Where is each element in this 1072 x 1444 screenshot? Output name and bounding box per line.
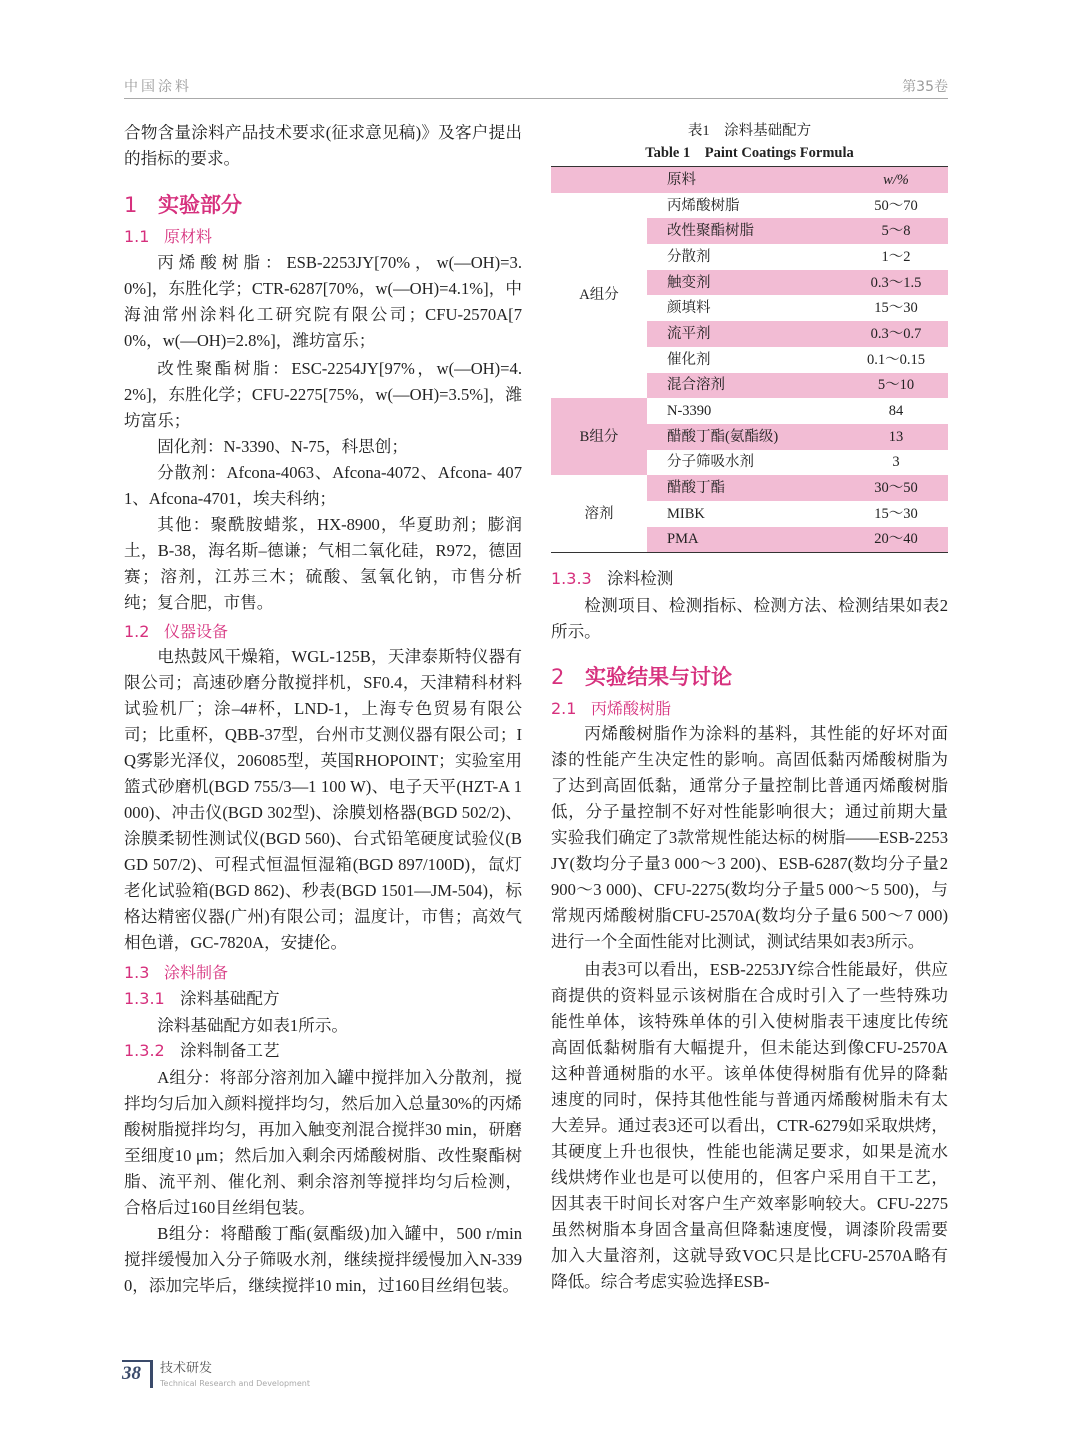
value-cell: 84: [888, 403, 904, 420]
left-column: [124, 120, 522, 1299]
section-2-heading: 2 实验结果与讨论: [551, 665, 732, 690]
material-cell: 分子筛吸水剂: [667, 454, 754, 471]
resin-paragraph-2: 由表3可以看出，ESB-2253JY综合性能最好，供应商提供的资料显示该树脂在合成时引入了一些特殊功能性单体，该特殊单体的引入使树脂表干速度比传统高固低黏树脂有大幅提升，但未能达到像CFU-2570A这种普通树脂的水平。该单体使得树脂有优异的降黏速度的同时，保持其他性能与普通丙烯酸树脂未有太大差异。通过表3还可以看出，CTR-6279如采取烘烤，其硬度上升也很快，性能也能满足要求，如果是流水线烘烤作业也是可以使用的，但客户采用自干工艺，因其表干时间长对客户生产效率影响较大。CFU-2275虽然树脂本身固含量高但降黏速度慢，调漆阶段需要加入大量溶剂，这就导致VOC只是比CFU-2570A略有降低。综合考虑实验选择ESB-: [551, 960, 948, 1292]
page-footer: [0, 1360, 1072, 1444]
part-a-paragraph: A组分：将部分溶剂加入罐中搅拌加入分散剂，搅拌均匀后加入颜料搅拌均匀，然后加入总量30%的丙烯酸树脂搅拌均匀，再加入触变剂混合搅拌30 min，研磨至细度10 μm；然后加入剩余丙烯酸树脂、改性聚酯树脂、流平剂、催化剂、剩余溶剂等搅拌均匀后检测，合格后过160目丝绢包装。: [124, 1068, 522, 1217]
formula-table: [551, 166, 948, 553]
material-cell: PMA: [647, 527, 844, 553]
value-cell: 13: [844, 424, 948, 450]
intro-paragraph: 合物含量涂料产品技术要求(征求意见稿)》及客户提出的指标的要求。: [124, 123, 522, 168]
volume-label: 第35卷: [902, 79, 948, 95]
value-cell: 15～30: [874, 300, 918, 317]
section-1-3-heading: 1.3 涂料制备: [124, 963, 229, 982]
footer-section-cn: 技术研发: [160, 1361, 213, 1376]
group-cell: B组分: [551, 398, 647, 475]
equipment-paragraph: 电热鼓风干燥箱，WGL-125B，天津泰斯特仪器有限公司；高速砂磨分散搅拌机，SF0.4，天津精科材料试验机厂；涂–4#杯，LND-1，上海专色贸易有限公司；比重杯，QBB-37型，台州市艾测仪器有限公司；IQ雾影光泽仪，206085型，英国RHOPOINT；实验室用篮式砂磨机(BGD 755/3—1 100 W)、电子天平(HZT-A 1000)、冲击仪(BGD 302型)、涂膜划格器(BGD 502/2)、涂膜柔韧性测试仪(BGD 560)、台式铅笔硬度试验仪(BGD 507/2)、可程式恒温恒湿箱(BGD 897/100D)，氙灯老化试验箱(BGD 862)、秒表(BGD 1501—JM-504)，标格达精密仪器(广州)有限公司；温度计，市售；高效气相色谱，GC-7820A，安捷伦。: [124, 647, 522, 952]
material-cell: MIBK: [667, 505, 705, 522]
table-row: [551, 398, 948, 424]
page-header: [0, 0, 1072, 100]
value-cell: 15～30: [874, 505, 918, 522]
table-caption-cn: 表1 涂料基础配方: [687, 123, 812, 139]
journal-name: 中国涂料: [124, 79, 192, 95]
header-value: w/%: [883, 171, 909, 188]
body-columns: [0, 100, 1072, 1299]
material-cell: 流平剂: [647, 321, 844, 347]
footer-section-en: Technical Research and Development: [160, 1379, 310, 1388]
material-cell: 丙烯酸树脂: [667, 197, 740, 214]
curing-agent-paragraph: 固化剂：N-3390、N-75，科思创；: [157, 437, 408, 456]
section-1-2-heading: 1.2 仪器设备: [124, 622, 229, 641]
table-caption-en: Table 1 Paint Coatings Formula: [645, 145, 854, 161]
footer-divider: [150, 1360, 153, 1388]
material-cell: 分散剂: [667, 248, 711, 265]
acrylic-resin-paragraph: 丙烯酸树脂：ESB-2253JY[70%，w(—OH)=3.0%]，东胜化学；CTR-6287[70%，w(—OH)=4.1%]，中海油常州涂料化工研究院有限公司；CFU-2570A[70%，w(—OH)=2.8%]，潍坊富乐；: [124, 253, 522, 350]
material-cell: 混合溶剂: [647, 373, 844, 399]
testing-paragraph: 检测项目、检测指标、检测方法、检测结果如表2所示。: [551, 596, 948, 642]
page-number: 38: [122, 1363, 141, 1384]
material-cell: 醋酸丁酯(氨酯级): [647, 424, 844, 450]
section-1-1-heading: 1.1 原材料: [124, 227, 213, 246]
section-1-3-2-heading: 1.3.2 涂料制备工艺: [124, 1041, 280, 1060]
material-cell: 改性聚酯树脂: [647, 218, 844, 244]
table-row: [551, 193, 948, 219]
value-cell: 0.3～1.5: [844, 270, 948, 296]
value-cell: 3: [892, 454, 900, 471]
page-spacer: [0, 1299, 1072, 1360]
resin-paragraph-1: 丙烯酸树脂作为涂料的基料，其性能的好坏对面漆的性能产生决定性的影响。高固低黏丙烯酸树脂为了达到高固低黏，通常分子量控制比普通丙烯酸树脂低，分子量控制不好对性能影响很大；通过前期大量实验我们确定了3款常规性能达标的树脂——ESB-2253JY(数均分子量3 000～3 200)、ESB-6287(数均分子量2 900～3 000)、CFU-2275(数均分子量5 000～5 500)，与常规丙烯酸树脂CFU-2570A(数均分子量6 500～7 000)进行一个全面性能对比测试，测试结果如表3所示。: [551, 724, 948, 952]
value-cell: 5～10: [844, 373, 948, 399]
table-row: [551, 475, 948, 501]
group-cell: A组分: [579, 287, 619, 304]
table-header-row: [551, 167, 948, 193]
part-b-paragraph: B组分：将醋酸丁酯(氨酯级)加入罐中，500 r/min搅拌缓慢加入分子筛吸水剂，继续搅拌缓慢加入N-3390，添加完毕后，继续搅拌10 min，过160目丝绢包装。: [124, 1224, 522, 1295]
header-material: 原料: [667, 171, 696, 188]
header-rule: [124, 98, 948, 99]
value-cell: 5～8: [844, 218, 948, 244]
material-cell: 触变剂: [647, 270, 844, 296]
material-cell: 颜填料: [667, 300, 711, 317]
value-cell: 20～40: [844, 527, 948, 553]
section-2-1-heading: 2.1 丙烯酸树脂: [551, 699, 672, 719]
section-1-3-3-heading: 1.3.3 涂料检测: [551, 569, 674, 589]
group-cell: 溶剂: [584, 505, 614, 522]
section-1-3-1-heading: 1.3.1 涂料基础配方: [124, 989, 280, 1008]
material-cell: 催化剂: [667, 351, 711, 368]
value-cell: 30～50: [844, 475, 948, 501]
value-cell: 0.1～0.15: [867, 351, 925, 368]
formula-paragraph: 涂料基础配方如表1所示。: [157, 1016, 349, 1035]
polyester-resin-paragraph: 改性聚酯树脂：ESC-2254JY[97%，w(—OH)=4.2%]，东胜化学；CFU-2275[75%，w(—OH)=3.5%]，潍坊富乐；: [124, 359, 522, 430]
right-column: [551, 120, 948, 1299]
other-materials-paragraph: 其他：聚酰胺蜡浆，HX-8900，华夏助剂；膨润土，B-38，海名斯–德谦；气相二氧化硅，R972，德固赛；溶剂，江苏三木；硫酸、氢氧化钠，市售分析纯；复合肥，市售。: [124, 515, 522, 612]
material-cell: N-3390: [667, 403, 712, 420]
value-cell: 0.3～0.7: [844, 321, 948, 347]
material-cell: 醋酸丁酯: [647, 475, 844, 501]
section-1-heading: 1 实验部分: [124, 193, 242, 217]
value-cell: 1～2: [881, 248, 911, 265]
value-cell: 50～70: [874, 197, 918, 214]
dispersant-paragraph: 分散剂：Afcona-4063、Afcona-4072、Afcona- 4071、Afcona-4701，埃夫科纳；: [124, 463, 522, 508]
